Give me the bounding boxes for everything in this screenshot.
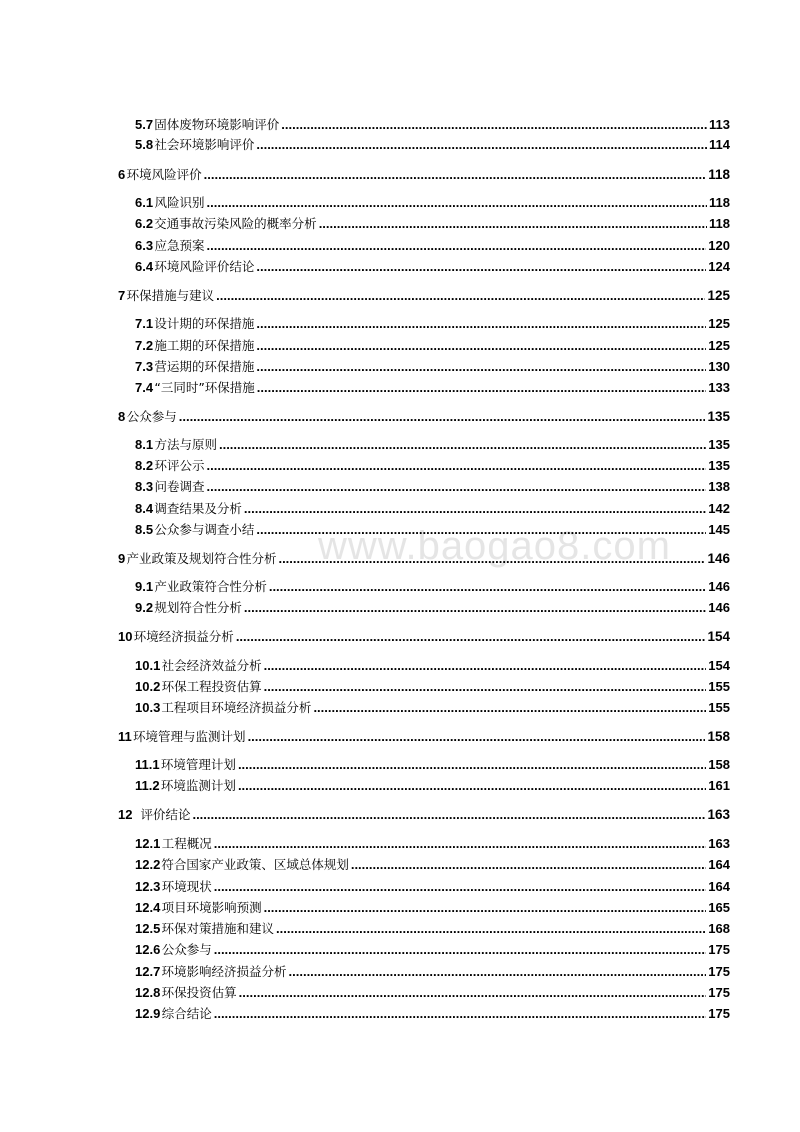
dot-leader: [238, 777, 706, 795]
toc-section-entry[interactable]: [135, 379, 730, 397]
toc-entry-number: 10.2: [135, 679, 161, 694]
dot-leader: [269, 578, 706, 596]
toc-entry-page-number: 163: [708, 836, 730, 851]
dot-leader: [256, 521, 706, 539]
toc-section-entry[interactable]: [135, 358, 730, 376]
toc-entry-number: 12.1: [135, 836, 161, 851]
toc-entry-number: 12.2: [135, 857, 161, 872]
toc-entry-number: 9.1: [135, 579, 154, 594]
toc-entry-number: 12.4: [135, 900, 161, 915]
toc-entry-number: 10.1: [135, 658, 161, 673]
dot-leader: [214, 1005, 707, 1023]
toc-entry-title: 环境监测计划: [160, 778, 236, 793]
dot-leader: [236, 628, 706, 646]
toc-entry-page-number: 124: [708, 259, 730, 274]
toc-chapter-entry[interactable]: [118, 806, 730, 824]
toc-entry-number: 7.2: [135, 338, 154, 353]
toc-entry-page-number: 154: [707, 629, 730, 644]
toc-entry-page-number: 113: [709, 117, 730, 132]
toc-chapter-entry[interactable]: [118, 628, 730, 646]
dot-leader: [264, 899, 707, 917]
toc-section-entry[interactable]: [135, 315, 730, 333]
toc-entry-number: 11.1: [135, 757, 160, 772]
toc-section-entry[interactable]: [135, 599, 730, 617]
dot-leader: [319, 215, 707, 233]
toc-entry-number: 12.6: [135, 942, 161, 957]
toc-entry-title: 产业政策符合性分析: [154, 579, 267, 594]
toc-entry-number: 6: [118, 167, 126, 182]
toc-entry-title: 施工期的环保措施: [154, 338, 255, 353]
toc-entry-title: 交通事故污染风险的概率分析: [154, 216, 317, 231]
toc-entry-number: 12: [118, 807, 133, 822]
toc-entry-page-number: 146: [708, 579, 730, 594]
toc-entry-page-number: 133: [708, 380, 730, 395]
toc-entry-page-number: 158: [708, 757, 730, 772]
dot-leader: [351, 856, 706, 874]
toc-entry-page-number: 168: [708, 921, 730, 936]
toc-entry-title: 设计期的环保措施: [154, 316, 255, 331]
toc-entry-number: 8.2: [135, 458, 154, 473]
dot-leader: [256, 358, 706, 376]
toc-entry-page-number: 175: [708, 985, 730, 1000]
toc-entry-page-number: 161: [708, 778, 730, 793]
toc-entry-number: 7: [118, 288, 126, 303]
toc-section-entry[interactable]: [135, 337, 730, 355]
toc-section-entry[interactable]: [135, 521, 730, 539]
toc-chapter-entry[interactable]: [118, 728, 730, 746]
toc-entry-number: 7.4: [135, 380, 154, 395]
toc-entry-title: 问卷调查: [154, 479, 205, 494]
watermark: www.baogao8.com: [318, 524, 671, 568]
toc-entry-page-number: 125: [707, 288, 730, 303]
toc-entry-page-number: 135: [707, 409, 730, 424]
toc-entry-number: 5.8: [135, 137, 154, 152]
dot-leader: [264, 657, 707, 675]
dot-leader: [214, 878, 707, 896]
dot-leader: [278, 550, 705, 568]
dot-leader: [256, 315, 706, 333]
toc-chapter-entry[interactable]: [118, 287, 730, 305]
toc-entry-title: 环境现状: [161, 879, 212, 894]
dot-leader: [207, 194, 708, 212]
toc-entry-page-number: 118: [709, 195, 730, 210]
toc-section-entry[interactable]: [135, 835, 730, 853]
toc-entry-number: 8.3: [135, 479, 154, 494]
toc-entry-title: 环保工程投资估算: [161, 679, 262, 694]
toc-entry-title: 环境管理与监测计划: [133, 729, 246, 744]
toc-entry-title: 环保对策措施和建议: [161, 921, 275, 936]
toc-section-entry[interactable]: [135, 657, 730, 675]
toc-entry-page-number: 175: [708, 964, 730, 979]
toc-entry-page-number: 175: [708, 1006, 730, 1021]
toc-entry-number: 8.1: [135, 437, 154, 452]
toc-entry-title: 环境风险评价结论: [154, 259, 255, 274]
toc-entry-number: 8.5: [135, 522, 154, 537]
toc-entry-title: 环保措施与建议: [126, 288, 215, 303]
dot-leader: [192, 806, 705, 824]
toc-entry-number: 8: [118, 409, 126, 424]
toc-entry-number: 12.9: [135, 1006, 161, 1021]
dot-leader: [256, 258, 706, 276]
toc-entry-title: 应急预案: [154, 238, 205, 253]
toc-section-entry[interactable]: [135, 1005, 730, 1023]
dot-leader: [207, 478, 707, 496]
dot-leader: [239, 984, 707, 1002]
toc-entry-title: 环保投资估算: [161, 985, 237, 1000]
toc-section-entry[interactable]: [135, 963, 730, 981]
toc-section-entry[interactable]: [135, 777, 730, 795]
toc-entry-title: 公众参与: [161, 942, 212, 957]
toc-entry-number: 12.3: [135, 879, 161, 894]
dot-leader: [256, 136, 707, 154]
dot-leader: [207, 457, 707, 475]
toc-section-entry[interactable]: [135, 878, 730, 896]
toc-entry-number: 11: [118, 729, 132, 744]
dot-leader: [257, 379, 707, 397]
toc-entry-page-number: 120: [708, 238, 730, 253]
toc-entry-page-number: 155: [708, 700, 730, 715]
dot-leader: [216, 287, 705, 305]
toc-entry-page-number: 125: [708, 338, 730, 353]
toc-entry-number: 10.3: [135, 700, 161, 715]
toc-entry-title: 规划符合性分析: [154, 600, 242, 615]
dot-leader: [313, 699, 706, 717]
toc-section-entry[interactable]: [135, 678, 730, 696]
toc-section-entry[interactable]: [135, 920, 730, 938]
toc-entry-title: 环境经济损益分析: [133, 629, 234, 644]
toc-entry-number: 9.2: [135, 600, 154, 615]
toc-entry-page-number: 146: [708, 600, 730, 615]
toc-entry-page-number: 135: [708, 458, 730, 473]
toc-section-entry[interactable]: [135, 478, 730, 496]
dot-leader: [244, 599, 706, 617]
toc-entry-title: 调查结果及分析: [154, 501, 242, 516]
toc-entry-page-number: 118: [708, 167, 730, 182]
toc-entry-page-number: 164: [708, 879, 730, 894]
toc-entry-title: 产业政策及规划符合性分析: [126, 551, 277, 566]
toc-entry-title: 风险识别: [154, 195, 205, 210]
toc-entry-page-number: 130: [708, 359, 730, 374]
dot-leader: [207, 237, 707, 255]
dot-leader: [289, 963, 707, 981]
toc-section-entry[interactable]: [135, 258, 730, 276]
toc-entry-page-number: 146: [707, 551, 730, 566]
toc-entry-number: 6.1: [135, 195, 154, 210]
toc-entry-title: 评价结论: [140, 807, 191, 822]
toc-section-entry[interactable]: [135, 578, 730, 596]
toc-entry-page-number: 164: [708, 857, 730, 872]
toc-section-entry[interactable]: [135, 136, 730, 154]
toc-entry-title: 公众参与: [126, 409, 177, 424]
dot-leader: [244, 500, 706, 518]
toc-section-entry[interactable]: [135, 237, 730, 255]
toc-entry-number: 6.2: [135, 216, 154, 231]
toc-entry-title: 环境管理计划: [160, 757, 236, 772]
toc-entry-page-number: 158: [707, 729, 730, 744]
toc-entry-title: 公众参与调查小结: [154, 522, 255, 537]
toc-entry-page-number: 145: [708, 522, 730, 537]
toc-section-entry[interactable]: [135, 116, 730, 134]
toc-section-entry[interactable]: [135, 899, 730, 917]
toc-entry-page-number: 142: [708, 501, 730, 516]
toc-entry-number: 11.2: [135, 778, 160, 793]
toc-entry-page-number: 155: [708, 679, 730, 694]
toc-entry-number: 12.5: [135, 921, 161, 936]
dot-leader: [256, 337, 706, 355]
toc-entry-number: 12.7: [135, 964, 161, 979]
toc-entry-title: “三同时”环保措施: [154, 380, 255, 395]
toc-entry-number: 7.3: [135, 359, 154, 374]
dot-leader: [179, 408, 706, 426]
toc-entry-page-number: 118: [709, 216, 730, 231]
dot-leader: [204, 166, 707, 184]
toc-entry-title: 综合结论: [161, 1006, 212, 1021]
toc-section-entry[interactable]: [135, 756, 730, 774]
toc-entry-page-number: 175: [708, 942, 730, 957]
dot-leader: [219, 436, 706, 454]
toc-section-entry[interactable]: [135, 500, 730, 518]
toc-entry-number: 12.8: [135, 985, 161, 1000]
toc-entry-number: 9: [118, 551, 126, 566]
toc-entry-title: 项目环境影响预测: [161, 900, 262, 915]
toc-chapter-entry[interactable]: [118, 166, 730, 184]
toc-entry-title: 社会环境影响评价: [154, 137, 255, 152]
toc-chapter-entry[interactable]: [118, 550, 730, 568]
toc-section-entry[interactable]: [135, 941, 730, 959]
toc-entry-number: 10: [118, 629, 133, 644]
dot-leader: [276, 920, 706, 938]
toc-entry-title: 环境风险评价: [126, 167, 202, 182]
toc-section-entry[interactable]: [135, 856, 730, 874]
dot-leader: [214, 835, 707, 853]
toc-section-entry[interactable]: [135, 984, 730, 1002]
toc-entry-number: 8.4: [135, 501, 154, 516]
dot-leader: [238, 756, 706, 774]
toc-entry-page-number: 125: [708, 316, 730, 331]
toc-entry-page-number: 163: [707, 807, 730, 822]
toc-entry-title: 工程项目环境经济损益分析: [161, 700, 312, 715]
toc-entry-number: 6.4: [135, 259, 154, 274]
toc-section-entry[interactable]: [135, 194, 730, 212]
toc-entry-number: 6.3: [135, 238, 154, 253]
toc-entry-page-number: 114: [709, 137, 730, 152]
toc-entry-title: 符合国家产业政策、区域总体规划: [161, 857, 349, 872]
toc-section-entry[interactable]: [135, 457, 730, 475]
toc-section-entry[interactable]: [135, 699, 730, 717]
dot-leader: [281, 116, 707, 134]
toc-entry-page-number: 154: [708, 658, 730, 673]
toc-entry-title: 环评公示: [154, 458, 205, 473]
toc-entry-title: 环境影响经济损益分析: [161, 964, 287, 979]
toc-section-entry[interactable]: [135, 215, 730, 233]
dot-leader: [264, 678, 707, 696]
toc-entry-number: 7.1: [135, 316, 154, 331]
toc-entry-page-number: 135: [708, 437, 730, 452]
toc-entry-title: 工程概况: [161, 836, 212, 851]
toc-entry-title: 社会经济效益分析: [161, 658, 262, 673]
toc-entry-page-number: 165: [708, 900, 730, 915]
toc-chapter-entry[interactable]: [118, 408, 730, 426]
toc-entry-number: 5.7: [135, 117, 154, 132]
toc-entry-title: 营运期的环保措施: [154, 359, 255, 374]
dot-leader: [248, 728, 706, 746]
toc-entry-title: 方法与原则: [154, 437, 217, 452]
toc-entry-title: 固体废物环境影响评价: [154, 117, 280, 132]
toc-section-entry[interactable]: [135, 436, 730, 454]
dot-leader: [214, 941, 707, 959]
toc-entry-page-number: 138: [708, 479, 730, 494]
